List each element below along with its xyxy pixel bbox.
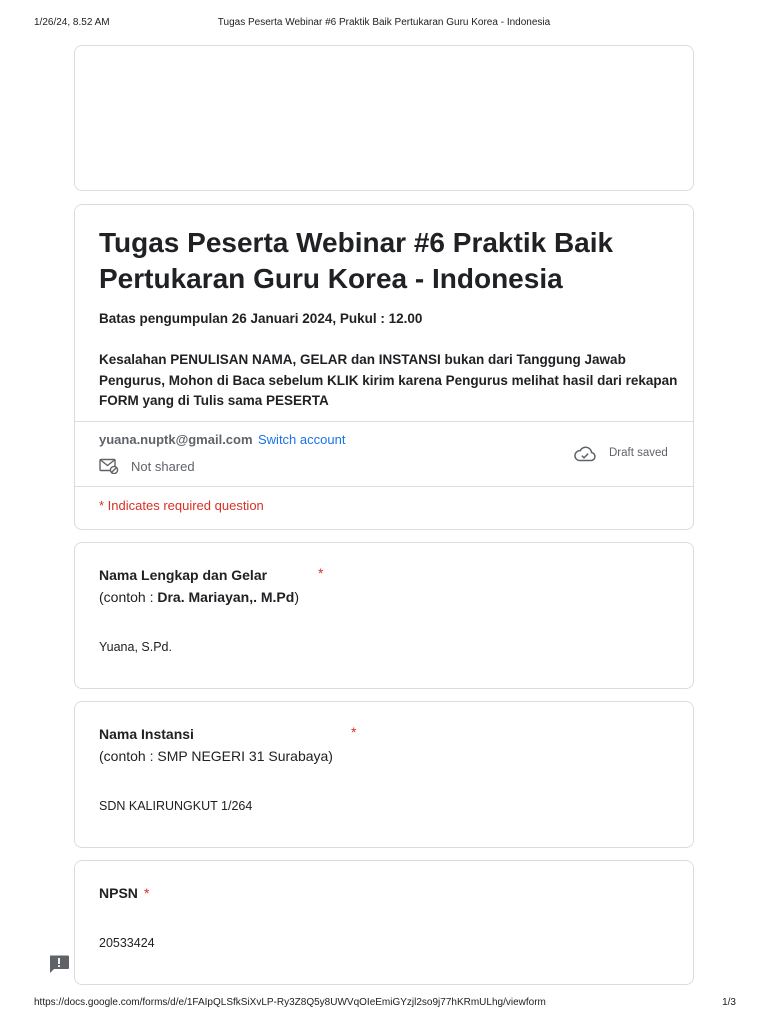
required-asterisk: * — [144, 885, 150, 901]
question-help-suffix: ) — [294, 589, 299, 605]
draft-status-label: Draft saved — [609, 447, 668, 459]
report-feedback-icon[interactable] — [48, 954, 70, 974]
mail-not-shared-icon — [99, 458, 119, 474]
print-page-number: 1/3 — [722, 997, 736, 1008]
question-help-example: Dra. Mariayan,. M.Pd — [157, 589, 295, 605]
question-label: Nama Lengkap dan Gelar — [99, 567, 268, 583]
required-asterisk: * — [351, 724, 357, 740]
question-card-full-name — [74, 542, 694, 689]
cloud-saved-icon — [573, 445, 597, 463]
print-datetime: 1/26/24, 8.52 AM — [34, 17, 110, 28]
question-help — [99, 589, 299, 605]
sharing-status-label: Not shared — [131, 459, 195, 474]
answer-value: 20533424 — [99, 936, 155, 950]
print-url: https://docs.google.com/forms/d/e/1FAIpQLSfkSiXvLP-Ry3Z8Q5y8UWVqOIeEmiGYzjl2so9j77hKRmULhg/viewform — [34, 997, 546, 1008]
answer-value: SDN KALIRUNGKUT 1/264 — [99, 799, 253, 813]
divider — [75, 486, 693, 487]
question-label: Nama Instansi — [99, 726, 194, 742]
question-card-npsn — [74, 860, 694, 985]
question-card-institution — [74, 701, 694, 848]
required-asterisk: * — [318, 565, 324, 581]
divider — [75, 421, 693, 422]
form-deadline: Batas pengumpulan 26 Januari 2024, Pukul : 12.00 — [99, 311, 423, 326]
question-label: NPSN — [99, 885, 138, 901]
required-note: * Indicates required question — [99, 498, 264, 513]
answer-value: Yuana, S.Pd. — [99, 640, 172, 654]
form-description: Kesalahan PENULISAN NAMA, GELAR dan INSTANSI bukan dari Tanggung Jawab Pengurus, Mohon di Baca sebelum KLIK kirim karena Pengurus melihat hasil dari rekapan FORM yang di Tulis sama PESERTA — [99, 352, 678, 408]
question-help: (contoh : SMP NEGERI 31 Surabaya) — [99, 748, 333, 764]
report-feedback-icon-svg — [48, 954, 70, 974]
form-header-banner — [74, 45, 694, 191]
print-footer — [0, 997, 768, 1011]
print-header — [0, 17, 768, 31]
form-title: Tugas Peserta Webinar #6 Praktik Baik Pertukaran Guru Korea - Indonesia — [99, 227, 614, 294]
question-help-prefix: (contoh : — [99, 589, 158, 605]
form-header-card — [74, 204, 694, 530]
account-email: yuana.nuptk@gmail.com — [99, 432, 253, 447]
switch-account-link[interactable]: Switch account — [258, 432, 346, 447]
print-title: Tugas Peserta Webinar #6 Praktik Baik Pertukaran Guru Korea - Indonesia — [217, 17, 551, 28]
